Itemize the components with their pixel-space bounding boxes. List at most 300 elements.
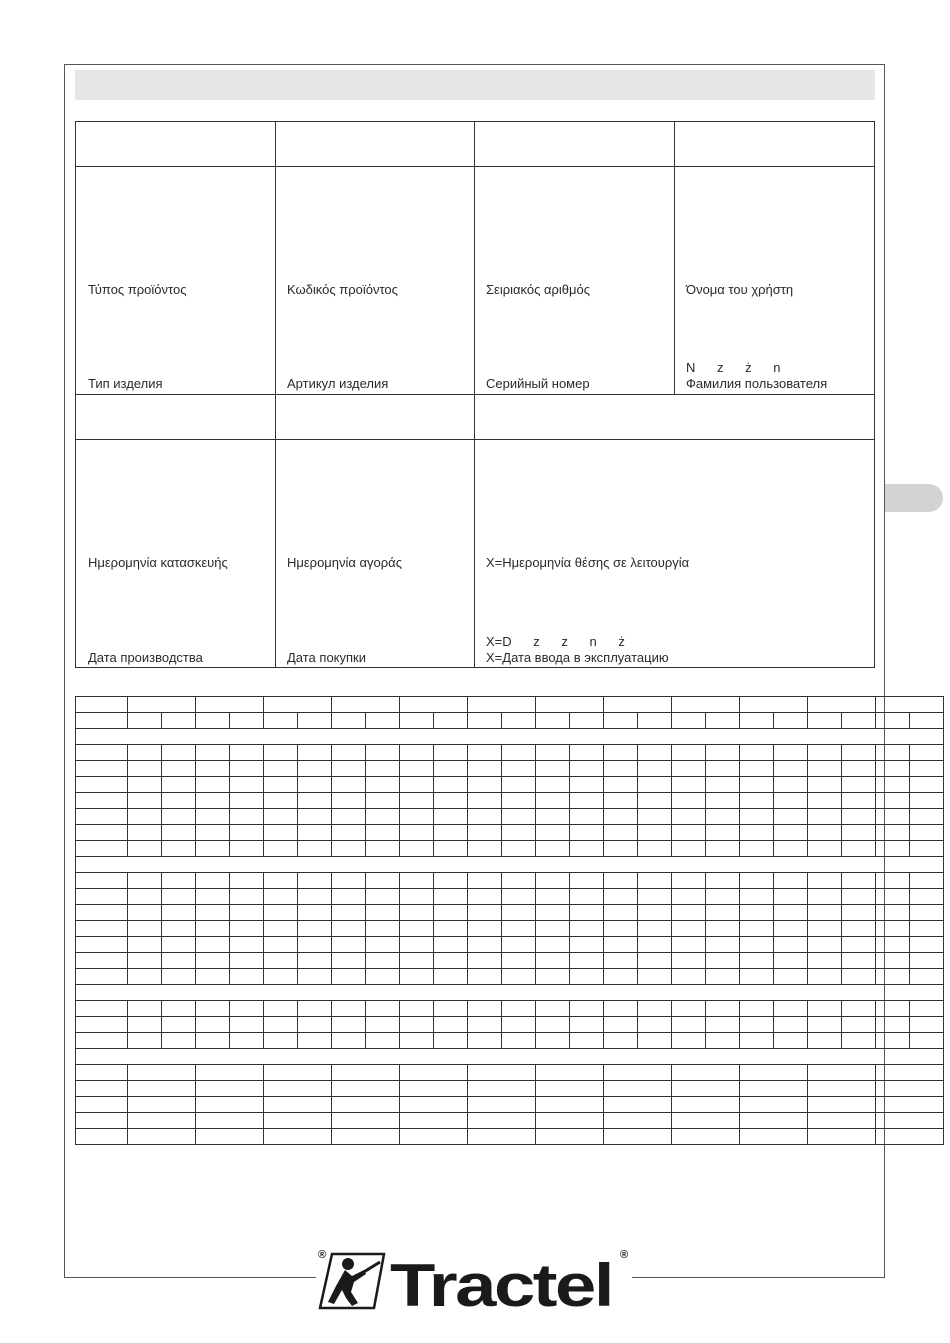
grid-cell[interactable] bbox=[468, 697, 536, 713]
grid-cell[interactable] bbox=[536, 1129, 604, 1145]
grid-cell[interactable] bbox=[162, 793, 196, 809]
grid-cell[interactable] bbox=[298, 969, 332, 985]
grid-cell[interactable] bbox=[808, 713, 842, 729]
grid-cell[interactable] bbox=[774, 825, 808, 841]
grid-cell[interactable] bbox=[400, 905, 434, 921]
grid-cell[interactable] bbox=[332, 905, 366, 921]
grid-cell[interactable] bbox=[502, 1001, 536, 1017]
grid-cell[interactable] bbox=[264, 809, 298, 825]
grid-cell[interactable] bbox=[774, 1033, 808, 1049]
grid-cell[interactable] bbox=[672, 905, 706, 921]
grid-cell[interactable] bbox=[740, 713, 774, 729]
grid-cell[interactable] bbox=[740, 937, 774, 953]
grid-cell[interactable] bbox=[196, 873, 230, 889]
grid-cell[interactable] bbox=[910, 745, 944, 761]
grid-cell[interactable] bbox=[842, 809, 876, 825]
grid-cell[interactable] bbox=[162, 921, 196, 937]
grid-cell[interactable] bbox=[230, 713, 264, 729]
grid-cell[interactable] bbox=[76, 761, 128, 777]
grid-cell[interactable] bbox=[128, 809, 162, 825]
grid-cell[interactable] bbox=[536, 953, 570, 969]
purchase-date-cell[interactable] bbox=[276, 440, 475, 667]
grid-cell[interactable] bbox=[264, 793, 298, 809]
grid-cell[interactable] bbox=[536, 921, 570, 937]
grid-cell[interactable] bbox=[638, 745, 672, 761]
grid-cell[interactable] bbox=[196, 1001, 230, 1017]
grid-cell[interactable] bbox=[298, 809, 332, 825]
grid-cell[interactable] bbox=[468, 1001, 502, 1017]
grid-cell[interactable] bbox=[570, 825, 604, 841]
grid-cell[interactable] bbox=[332, 1001, 366, 1017]
grid-cell[interactable] bbox=[536, 937, 570, 953]
grid-cell[interactable] bbox=[876, 1081, 944, 1097]
grid-cell[interactable] bbox=[536, 761, 570, 777]
grid-cell[interactable] bbox=[298, 1033, 332, 1049]
grid-cell[interactable] bbox=[264, 905, 298, 921]
grid-cell[interactable] bbox=[604, 1001, 638, 1017]
grid-cell[interactable] bbox=[604, 1081, 672, 1097]
grid-cell[interactable] bbox=[808, 745, 842, 761]
grid-cell[interactable] bbox=[76, 857, 944, 873]
grid-cell[interactable] bbox=[536, 889, 570, 905]
grid-cell[interactable] bbox=[706, 905, 740, 921]
grid-cell[interactable] bbox=[366, 777, 400, 793]
grid-cell[interactable] bbox=[128, 889, 162, 905]
grid-cell[interactable] bbox=[604, 777, 638, 793]
grid-cell[interactable] bbox=[570, 905, 604, 921]
grid-cell[interactable] bbox=[332, 937, 366, 953]
grid-cell[interactable] bbox=[808, 921, 842, 937]
grid-cell[interactable] bbox=[76, 777, 128, 793]
grid-cell[interactable] bbox=[230, 921, 264, 937]
grid-cell[interactable] bbox=[128, 937, 162, 953]
grid-cell[interactable] bbox=[196, 1033, 230, 1049]
grid-cell[interactable] bbox=[196, 921, 230, 937]
grid-cell[interactable] bbox=[502, 1017, 536, 1033]
grid-cell[interactable] bbox=[638, 761, 672, 777]
grid-cell[interactable] bbox=[230, 1033, 264, 1049]
grid-cell[interactable] bbox=[434, 873, 468, 889]
grid-cell[interactable] bbox=[332, 1113, 400, 1129]
grid-cell[interactable] bbox=[298, 937, 332, 953]
grid-cell[interactable] bbox=[128, 793, 162, 809]
grid-cell[interactable] bbox=[76, 985, 944, 1001]
grid-cell[interactable] bbox=[230, 1017, 264, 1033]
grid-cell[interactable] bbox=[196, 841, 230, 857]
grid-cell[interactable] bbox=[876, 793, 910, 809]
grid-cell[interactable] bbox=[774, 873, 808, 889]
grid-cell[interactable] bbox=[502, 825, 536, 841]
grid-cell[interactable] bbox=[774, 841, 808, 857]
grid-cell[interactable] bbox=[162, 1001, 196, 1017]
grid-cell[interactable] bbox=[298, 953, 332, 969]
grid-cell[interactable] bbox=[128, 777, 162, 793]
grid-cell[interactable] bbox=[76, 921, 128, 937]
grid-cell[interactable] bbox=[672, 713, 706, 729]
grid-cell[interactable] bbox=[536, 969, 570, 985]
grid-cell[interactable] bbox=[434, 713, 468, 729]
grid-cell[interactable] bbox=[672, 777, 706, 793]
grid-cell[interactable] bbox=[332, 1017, 366, 1033]
grid-cell[interactable] bbox=[808, 777, 842, 793]
grid-cell[interactable] bbox=[842, 745, 876, 761]
grid-cell[interactable] bbox=[672, 825, 706, 841]
grid-cell[interactable] bbox=[128, 713, 162, 729]
grid-cell[interactable] bbox=[740, 825, 774, 841]
grid-cell[interactable] bbox=[230, 761, 264, 777]
grid-cell[interactable] bbox=[264, 713, 298, 729]
grid-cell[interactable] bbox=[128, 953, 162, 969]
grid-cell[interactable] bbox=[128, 905, 162, 921]
grid-cell[interactable] bbox=[876, 777, 910, 793]
grid-cell[interactable] bbox=[570, 889, 604, 905]
grid-cell[interactable] bbox=[638, 809, 672, 825]
grid-cell[interactable] bbox=[230, 809, 264, 825]
grid-cell[interactable] bbox=[672, 1097, 740, 1113]
grid-cell[interactable] bbox=[910, 793, 944, 809]
grid-cell[interactable] bbox=[604, 1033, 638, 1049]
grid-cell[interactable] bbox=[400, 761, 434, 777]
grid-cell[interactable] bbox=[468, 905, 502, 921]
user-name-cell[interactable] bbox=[675, 167, 874, 395]
grid-cell[interactable] bbox=[842, 777, 876, 793]
grid-cell[interactable] bbox=[264, 1017, 298, 1033]
grid-cell[interactable] bbox=[162, 713, 196, 729]
grid-cell[interactable] bbox=[434, 969, 468, 985]
grid-cell[interactable] bbox=[570, 937, 604, 953]
grid-cell[interactable] bbox=[672, 841, 706, 857]
grid-cell[interactable] bbox=[468, 777, 502, 793]
grid-cell[interactable] bbox=[672, 1129, 740, 1145]
grid-cell[interactable] bbox=[196, 937, 230, 953]
grid-cell[interactable] bbox=[128, 873, 162, 889]
grid-cell[interactable] bbox=[808, 1065, 876, 1081]
grid-cell[interactable] bbox=[536, 1097, 604, 1113]
grid-cell[interactable] bbox=[434, 1033, 468, 1049]
grid-cell[interactable] bbox=[502, 777, 536, 793]
grid-cell[interactable] bbox=[162, 873, 196, 889]
grid-cell[interactable] bbox=[76, 937, 128, 953]
grid-cell[interactable] bbox=[808, 761, 842, 777]
grid-cell[interactable] bbox=[162, 1033, 196, 1049]
grid-cell[interactable] bbox=[842, 873, 876, 889]
grid-cell[interactable] bbox=[76, 905, 128, 921]
grid-cell[interactable] bbox=[706, 1017, 740, 1033]
grid-cell[interactable] bbox=[740, 905, 774, 921]
grid-cell[interactable] bbox=[876, 841, 910, 857]
grid-cell[interactable] bbox=[196, 1065, 264, 1081]
grid-cell[interactable] bbox=[570, 793, 604, 809]
grid-cell[interactable] bbox=[740, 1065, 808, 1081]
grid-cell[interactable] bbox=[910, 825, 944, 841]
grid-cell[interactable] bbox=[604, 873, 638, 889]
grid-cell[interactable] bbox=[298, 841, 332, 857]
grid-cell[interactable] bbox=[264, 1097, 332, 1113]
grid-cell[interactable] bbox=[434, 761, 468, 777]
grid-cell[interactable] bbox=[706, 825, 740, 841]
grid-cell[interactable] bbox=[366, 937, 400, 953]
grid-cell[interactable] bbox=[332, 825, 366, 841]
grid-cell[interactable] bbox=[230, 873, 264, 889]
grid-cell[interactable] bbox=[434, 809, 468, 825]
grid-cell[interactable] bbox=[76, 1097, 128, 1113]
grid-cell[interactable] bbox=[332, 1065, 400, 1081]
grid-cell[interactable] bbox=[366, 841, 400, 857]
grid-cell[interactable] bbox=[604, 969, 638, 985]
grid-cell[interactable] bbox=[774, 713, 808, 729]
grid-cell[interactable] bbox=[672, 809, 706, 825]
grid-cell[interactable] bbox=[842, 953, 876, 969]
grid-cell[interactable] bbox=[264, 937, 298, 953]
grid-cell[interactable] bbox=[128, 825, 162, 841]
grid-cell[interactable] bbox=[468, 745, 502, 761]
grid-cell[interactable] bbox=[298, 1017, 332, 1033]
grid-cell[interactable] bbox=[808, 697, 876, 713]
grid-cell[interactable] bbox=[536, 1033, 570, 1049]
grid-cell[interactable] bbox=[842, 905, 876, 921]
grid-cell[interactable] bbox=[604, 793, 638, 809]
grid-cell[interactable] bbox=[468, 889, 502, 905]
grid-cell[interactable] bbox=[162, 905, 196, 921]
grid-cell[interactable] bbox=[706, 1001, 740, 1017]
grid-cell[interactable] bbox=[502, 873, 536, 889]
grid-cell[interactable] bbox=[366, 1001, 400, 1017]
grid-cell[interactable] bbox=[808, 1129, 876, 1145]
grid-cell[interactable] bbox=[808, 825, 842, 841]
grid-cell[interactable] bbox=[876, 921, 910, 937]
grid-cell[interactable] bbox=[196, 1113, 264, 1129]
grid-cell[interactable] bbox=[468, 1081, 536, 1097]
grid-cell[interactable] bbox=[876, 713, 910, 729]
grid-cell[interactable] bbox=[332, 1081, 400, 1097]
grid-cell[interactable] bbox=[264, 1129, 332, 1145]
grid-cell[interactable] bbox=[332, 969, 366, 985]
grid-cell[interactable] bbox=[298, 1001, 332, 1017]
grid-cell[interactable] bbox=[604, 905, 638, 921]
grid-cell[interactable] bbox=[264, 873, 298, 889]
grid-cell[interactable] bbox=[400, 1081, 468, 1097]
grid-cell[interactable] bbox=[434, 889, 468, 905]
grid-cell[interactable] bbox=[536, 697, 604, 713]
grid-cell[interactable] bbox=[910, 889, 944, 905]
grid-cell[interactable] bbox=[434, 825, 468, 841]
grid-cell[interactable] bbox=[740, 969, 774, 985]
grid-cell[interactable] bbox=[672, 761, 706, 777]
grid-cell[interactable] bbox=[876, 1129, 944, 1145]
grid-cell[interactable] bbox=[230, 745, 264, 761]
grid-cell[interactable] bbox=[638, 713, 672, 729]
grid-cell[interactable] bbox=[808, 953, 842, 969]
grid-cell[interactable] bbox=[706, 953, 740, 969]
product-code-cell[interactable] bbox=[276, 167, 475, 395]
grid-cell[interactable] bbox=[638, 873, 672, 889]
grid-cell[interactable] bbox=[400, 697, 468, 713]
grid-cell[interactable] bbox=[366, 969, 400, 985]
grid-cell[interactable] bbox=[740, 745, 774, 761]
grid-cell[interactable] bbox=[264, 777, 298, 793]
grid-cell[interactable] bbox=[672, 889, 706, 905]
grid-cell[interactable] bbox=[672, 1001, 706, 1017]
grid-cell[interactable] bbox=[842, 969, 876, 985]
grid-cell[interactable] bbox=[230, 841, 264, 857]
grid-cell[interactable] bbox=[910, 969, 944, 985]
grid-cell[interactable] bbox=[264, 1033, 298, 1049]
grid-cell[interactable] bbox=[672, 937, 706, 953]
grid-cell[interactable] bbox=[128, 1097, 196, 1113]
grid-cell[interactable] bbox=[400, 713, 434, 729]
grid-cell[interactable] bbox=[264, 921, 298, 937]
grid-cell[interactable] bbox=[842, 937, 876, 953]
grid-cell[interactable] bbox=[740, 793, 774, 809]
grid-cell[interactable] bbox=[400, 809, 434, 825]
grid-cell[interactable] bbox=[910, 1001, 944, 1017]
grid-cell[interactable] bbox=[366, 761, 400, 777]
grid-cell[interactable] bbox=[604, 697, 672, 713]
grid-cell[interactable] bbox=[502, 1033, 536, 1049]
grid-cell[interactable] bbox=[366, 873, 400, 889]
grid-cell[interactable] bbox=[162, 1017, 196, 1033]
grid-cell[interactable] bbox=[264, 697, 332, 713]
grid-cell[interactable] bbox=[808, 1097, 876, 1113]
grid-cell[interactable] bbox=[774, 1001, 808, 1017]
grid-cell[interactable] bbox=[570, 1001, 604, 1017]
grid-cell[interactable] bbox=[298, 793, 332, 809]
grid-cell[interactable] bbox=[876, 761, 910, 777]
grid-cell[interactable] bbox=[876, 1033, 910, 1049]
grid-cell[interactable] bbox=[196, 777, 230, 793]
grid-cell[interactable] bbox=[570, 761, 604, 777]
grid-cell[interactable] bbox=[468, 1065, 536, 1081]
grid-cell[interactable] bbox=[774, 745, 808, 761]
grid-cell[interactable] bbox=[264, 825, 298, 841]
grid-cell[interactable] bbox=[434, 953, 468, 969]
grid-cell[interactable] bbox=[740, 1129, 808, 1145]
grid-cell[interactable] bbox=[808, 793, 842, 809]
grid-cell[interactable] bbox=[162, 761, 196, 777]
grid-cell[interactable] bbox=[706, 937, 740, 953]
grid-cell[interactable] bbox=[196, 1017, 230, 1033]
grid-cell[interactable] bbox=[298, 889, 332, 905]
grid-cell[interactable] bbox=[468, 713, 502, 729]
grid-cell[interactable] bbox=[672, 793, 706, 809]
grid-cell[interactable] bbox=[604, 1065, 672, 1081]
grid-cell[interactable] bbox=[76, 825, 128, 841]
grid-cell[interactable] bbox=[536, 905, 570, 921]
grid-cell[interactable] bbox=[808, 1081, 876, 1097]
grid-cell[interactable] bbox=[672, 1017, 706, 1033]
grid-cell[interactable] bbox=[196, 1129, 264, 1145]
grid-cell[interactable] bbox=[196, 697, 264, 713]
grid-cell[interactable] bbox=[672, 697, 740, 713]
grid-cell[interactable] bbox=[264, 1081, 332, 1097]
grid-cell[interactable] bbox=[128, 921, 162, 937]
grid-cell[interactable] bbox=[570, 841, 604, 857]
grid-cell[interactable] bbox=[264, 1065, 332, 1081]
grid-cell[interactable] bbox=[672, 1113, 740, 1129]
grid-cell[interactable] bbox=[672, 745, 706, 761]
grid-cell[interactable] bbox=[536, 1017, 570, 1033]
grid-cell[interactable] bbox=[502, 953, 536, 969]
grid-cell[interactable] bbox=[76, 969, 128, 985]
grid-cell[interactable] bbox=[76, 713, 128, 729]
grid-cell[interactable] bbox=[162, 809, 196, 825]
grid-cell[interactable] bbox=[196, 761, 230, 777]
grid-cell[interactable] bbox=[264, 953, 298, 969]
grid-cell[interactable] bbox=[76, 745, 128, 761]
grid-cell[interactable] bbox=[468, 873, 502, 889]
grid-cell[interactable] bbox=[536, 1081, 604, 1097]
grid-cell[interactable] bbox=[502, 969, 536, 985]
grid-cell[interactable] bbox=[162, 745, 196, 761]
grid-cell[interactable] bbox=[298, 921, 332, 937]
grid-cell[interactable] bbox=[842, 889, 876, 905]
grid-cell[interactable] bbox=[570, 921, 604, 937]
grid-cell[interactable] bbox=[638, 841, 672, 857]
grid-cell[interactable] bbox=[196, 745, 230, 761]
grid-cell[interactable] bbox=[706, 793, 740, 809]
grid-cell[interactable] bbox=[842, 921, 876, 937]
grid-cell[interactable] bbox=[740, 1097, 808, 1113]
grid-cell[interactable] bbox=[400, 937, 434, 953]
grid-cell[interactable] bbox=[740, 1001, 774, 1017]
grid-cell[interactable] bbox=[502, 921, 536, 937]
grid-cell[interactable] bbox=[638, 921, 672, 937]
grid-cell[interactable] bbox=[808, 873, 842, 889]
grid-cell[interactable] bbox=[876, 825, 910, 841]
grid-cell[interactable] bbox=[604, 841, 638, 857]
grid-cell[interactable] bbox=[570, 809, 604, 825]
grid-cell[interactable] bbox=[808, 841, 842, 857]
grid-cell[interactable] bbox=[230, 953, 264, 969]
grid-cell[interactable] bbox=[740, 953, 774, 969]
grid-cell[interactable] bbox=[434, 1017, 468, 1033]
grid-cell[interactable] bbox=[298, 713, 332, 729]
grid-cell[interactable] bbox=[706, 921, 740, 937]
grid-cell[interactable] bbox=[706, 873, 740, 889]
grid-cell[interactable] bbox=[502, 809, 536, 825]
grid-cell[interactable] bbox=[876, 889, 910, 905]
grid-cell[interactable] bbox=[76, 841, 128, 857]
grid-cell[interactable] bbox=[400, 745, 434, 761]
grid-cell[interactable] bbox=[638, 953, 672, 969]
grid-cell[interactable] bbox=[298, 745, 332, 761]
grid-cell[interactable] bbox=[76, 793, 128, 809]
grid-cell[interactable] bbox=[774, 809, 808, 825]
grid-cell[interactable] bbox=[672, 921, 706, 937]
grid-cell[interactable] bbox=[366, 905, 400, 921]
grid-cell[interactable] bbox=[706, 889, 740, 905]
grid-cell[interactable] bbox=[876, 809, 910, 825]
grid-cell[interactable] bbox=[400, 1113, 468, 1129]
grid-cell[interactable] bbox=[128, 761, 162, 777]
grid-cell[interactable] bbox=[740, 809, 774, 825]
grid-cell[interactable] bbox=[876, 905, 910, 921]
grid-cell[interactable] bbox=[876, 745, 910, 761]
grid-cell[interactable] bbox=[910, 841, 944, 857]
grid-cell[interactable] bbox=[536, 1065, 604, 1081]
grid-cell[interactable] bbox=[740, 873, 774, 889]
grid-cell[interactable] bbox=[128, 1001, 162, 1017]
grid-cell[interactable] bbox=[366, 745, 400, 761]
grid-cell[interactable] bbox=[264, 1113, 332, 1129]
grid-cell[interactable] bbox=[76, 1001, 128, 1017]
grid-cell[interactable] bbox=[774, 1017, 808, 1033]
grid-cell[interactable] bbox=[910, 873, 944, 889]
grid-cell[interactable] bbox=[468, 761, 502, 777]
grid-cell[interactable] bbox=[570, 873, 604, 889]
grid-cell[interactable] bbox=[298, 873, 332, 889]
grid-cell[interactable] bbox=[536, 841, 570, 857]
